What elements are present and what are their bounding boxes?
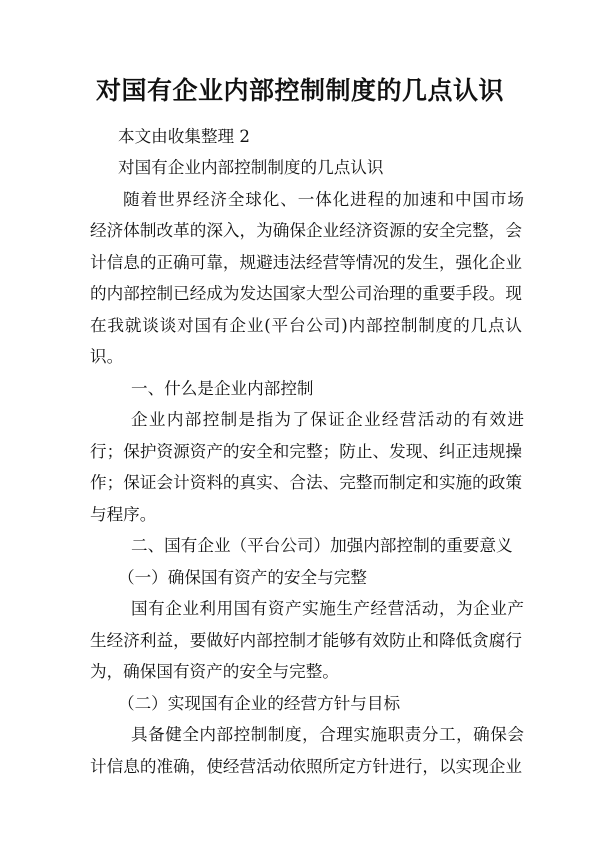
paragraph-line: 本文由收集整理 2 [118,127,250,146]
paragraph-line: 企业内部控制是指为了保证企业经营活动的有效进 [131,410,524,429]
paragraph-line: 生经济利益，要做好内部控制才能够有效防止和降低贪腐行 [90,631,522,650]
section-heading: 一、什么是企业内部控制 [131,379,314,398]
paragraph-line: 作；保证会计资料的真实、合法、完整而制定和实施的政策 [90,473,522,492]
paragraph-line: 对国有企业内部控制制度的几点认识 [118,158,384,177]
paragraph-line: 与程序。 [90,505,157,524]
paragraph-line: 的内部控制已经成为发达国家大型公司治理的重要手段。现 [90,284,522,303]
paragraph-line: 国有企业利用国有资产实施生产经营活动，为企业产 [131,599,524,618]
paragraph-line: 具备健全内部控制制度，合理实施职责分工，确保会 [131,725,524,744]
subsection-heading: （二）实现国有企业的经营方针与目标 [118,694,401,713]
paragraph-line: 行；保护资源资产的安全和完整；防止、发现、纠正违规操 [90,442,522,461]
paragraph-line: 计信息的正确可靠，规避违法经营等情况的发生，强化企业 [90,253,522,272]
paragraph-line: 计信息的准确，使经营活动依照所定方针进行，以实现企业 [90,757,522,776]
paragraph-line: 随着世界经济全球化、一体化进程的加速和中国市场 [123,190,524,209]
section-heading: 二、国有企业（平台公司）加强内部控制的重要意义 [131,536,513,555]
document-title: 对国有企业内部控制制度的几点认识 [95,76,504,105]
subsection-heading: （一）确保国有资产的安全与完整 [118,568,367,587]
paragraph-line: 在我就谈谈对国有企业(平台公司)内部控制制度的几点认 [90,316,522,335]
paragraph-line: 为，确保国有资产的安全与完整。 [90,662,339,681]
paragraph-line: 经济体制改革的深入，为确保企业经济资源的安全完整，会 [90,221,522,240]
paragraph-line: 识。 [90,347,124,366]
